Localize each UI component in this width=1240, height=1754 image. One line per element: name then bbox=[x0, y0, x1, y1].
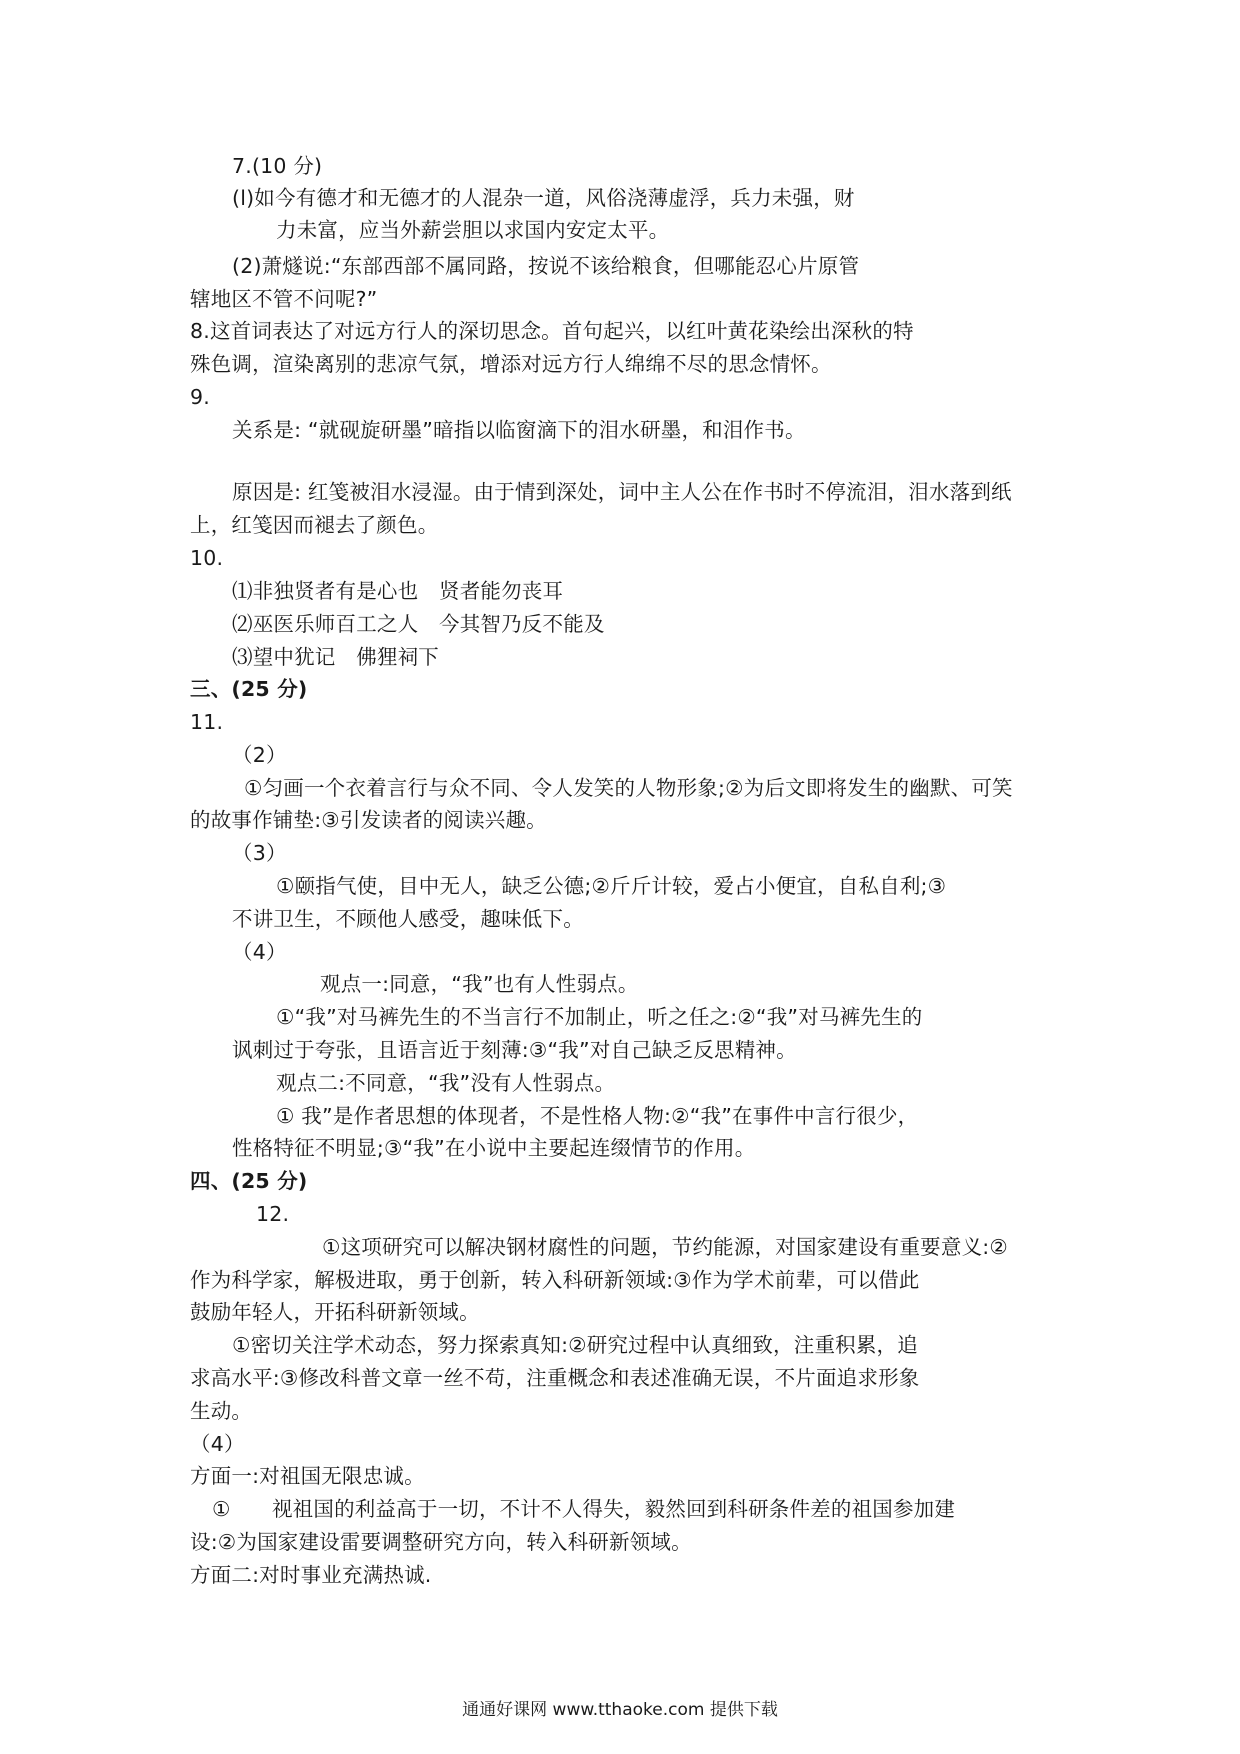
q9-reason-cont: 上，红笺因而褪去了颜色。 bbox=[190, 513, 439, 537]
q7-header: 7.(10 分) bbox=[232, 154, 323, 178]
q11-view-1-reason-cont: 讽刺过于夸张，且语言近于刻薄:③“我”对自己缺乏反思精神。 bbox=[232, 1038, 797, 1062]
q12-aspect-1-reason-cont: 设:②为国家建设雷要调整研究方向，转入科研新领域。 bbox=[190, 1530, 692, 1554]
section-4-heading: 四、(25 分) bbox=[190, 1169, 308, 1193]
q8-answer-cont: 殊色调，渲染离别的悲凉气氛，增添对远方行人绵绵不尽的思念情怀。 bbox=[190, 352, 832, 376]
q11-header: 11. bbox=[190, 710, 224, 734]
q11-part-2-answer-cont: 的故事作铺垫:③引发读者的阅读兴趣。 bbox=[190, 808, 547, 832]
q10-answer-2: ⑵巫医乐师百工之人 今其智乃反不能及 bbox=[232, 612, 605, 636]
q11-view-1-reason: ①“我”对马裤先生的不当言行不加制止，听之任之:②“我”对马裤先生的 bbox=[276, 1005, 923, 1029]
q8-answer: 8.这首词表达了对远方行人的深切思念。首句起兴，以红叶黄花染绘出深秋的特 bbox=[190, 319, 914, 343]
q12-answer-1-cont: 作为科学家，解极进取，勇于创新，转入科研新领域:③作为学术前辈，可以借此 bbox=[190, 1268, 920, 1292]
q12-header: 12. bbox=[256, 1202, 290, 1226]
q11-part-2-label: （2） bbox=[232, 743, 287, 767]
section-3-heading: 三、(25 分) bbox=[190, 677, 308, 701]
q12-answer-1: ①这项研究可以解决钢材腐性的问题，节约能源，对国家建设有重要意义:② bbox=[322, 1235, 1008, 1259]
q11-view-1: 观点一:同意，“我”也有人性弱点。 bbox=[320, 972, 639, 996]
q11-view-2: 观点二:不同意，“我”没有人性弱点。 bbox=[276, 1071, 616, 1095]
q12-part-4-label: （4） bbox=[190, 1432, 245, 1456]
q12-answer-2-end: 生动。 bbox=[190, 1399, 253, 1423]
q11-part-2-answer: ①匀画一个衣着言行与众不同、令人发笑的人物形象;②为后文即将发生的幽默、可笑 bbox=[244, 776, 1013, 800]
q7-answer-1: (l)如今有德才和无德才的人混杂一道，风俗浇薄虚浮，兵力未强，财 bbox=[232, 186, 855, 210]
q11-view-2-reason: ① 我”是作者思想的体现者，不是性格人物:②“我”在事件中言行很少， bbox=[276, 1104, 919, 1128]
q9-reason: 原因是: 红笺被泪水浸湿。由于情到深处，词中主人公在作书时不停流泪，泪水落到纸 bbox=[232, 480, 1012, 504]
q12-aspect-1: 方面一:对祖国无限忠诚。 bbox=[190, 1464, 425, 1488]
q12-aspect-2: 方面二:对时事业充满热诚. bbox=[190, 1563, 432, 1587]
q12-answer-1-end: 鼓励年轻人，开拓科研新领域。 bbox=[190, 1300, 480, 1324]
q7-answer-1-cont: 力未富，应当外薪尝胆以求国内安定太平。 bbox=[276, 218, 670, 242]
q12-aspect-1-reason: ① 视祖国的利益高于一切，不计不人得失，毅然回到科研条件差的祖国参加建 bbox=[212, 1497, 956, 1521]
q10-answer-1: ⑴非独贤者有是心也 贤者能勿丧耳 bbox=[232, 579, 564, 603]
q7-answer-2: (2)萧燧说:“东部西部不属同路，按说不该给粮食，但哪能忍心片原管 bbox=[232, 254, 860, 278]
q10-answer-3: ⑶望中犹记 佛狸祠下 bbox=[232, 645, 439, 669]
q9-header: 9. bbox=[190, 385, 210, 409]
q12-answer-2: ①密切关注学术动态，努力探索真知:②研究过程中认真细致，注重积累，追 bbox=[232, 1333, 918, 1357]
q12-answer-2-cont: 求高水平:③修改科普文章一丝不苟，注重概念和表述准确无误，不片面追求形象 bbox=[190, 1366, 920, 1390]
q7-answer-2-cont: 辖地区不管不问呢?” bbox=[190, 287, 378, 311]
q11-part-3-answer-cont: 不讲卫生，不顾他人感受，趣味低下。 bbox=[232, 907, 584, 931]
q9-relation: 关系是: “就砚旋研墨”暗指以临窗滴下的泪水研墨，和泪作书。 bbox=[232, 418, 806, 442]
q11-part-4-label: （4） bbox=[232, 940, 287, 964]
page-footer: 通通好课网 www.tthaoke.com 提供下载 bbox=[462, 1700, 778, 1720]
q11-part-3-answer: ①颐指气使，目中无人，缺乏公德;②斤斤计较，爱占小便宜，自私自利;③ bbox=[276, 874, 947, 898]
q11-part-3-label: （3） bbox=[232, 841, 287, 865]
q10-header: 10. bbox=[190, 546, 224, 570]
q11-view-2-reason-cont: 性格特征不明显;③“我”在小说中主要起连缀情节的作用。 bbox=[232, 1136, 756, 1160]
